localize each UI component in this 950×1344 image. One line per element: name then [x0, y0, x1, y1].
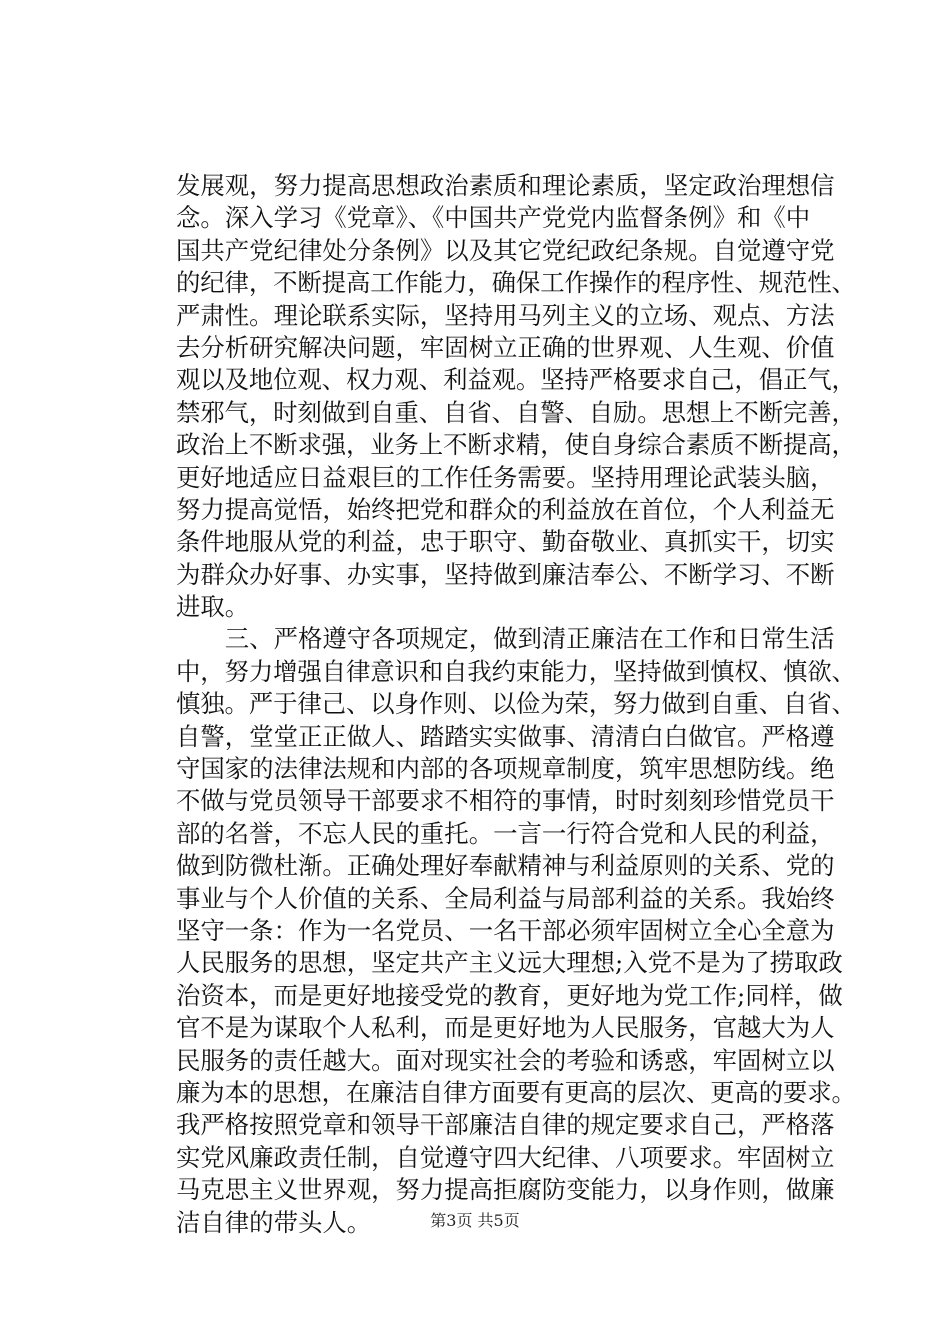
text-line: 守国家的法律法规和内部的各项规章制度，筑牢思想防线。绝: [176, 754, 835, 784]
text-line: 发展观，努力提高思想政治素质和理论素质，坚定政治理想信: [176, 171, 835, 200]
text-line: 去分析研究解决问题，牢固树立正确的世界观、人生观、价值: [176, 332, 835, 362]
text-line: 努力提高觉悟，始终把党和群众的利益放在首位，个人利益无: [176, 494, 835, 524]
text-line: 民服务的责任越大。面对现实社会的考验和诱惑，牢固树立以: [176, 1045, 835, 1075]
text-line: 我严格按照党章和领导干部廉洁自律的规定要求自己，严格落: [176, 1110, 835, 1140]
text-line: 禁邪气，时刻做到自重、自省、自警、自励。思想上不断完善，: [176, 397, 856, 427]
text-line: 为群众办好事、办实事，坚持做到廉洁奉公、不断学习、不断: [176, 559, 835, 589]
text-line: 做到防微杜渐。正确处理好奉献精神与利益原则的关系、党的: [176, 851, 835, 881]
text-line: 观以及地位观、权力观、利益观。坚持严格要求自己，倡正气，: [176, 365, 856, 395]
text-line: 慎独。严于律己、以身作则、以俭为荣，努力做到自重、自省、: [176, 689, 856, 719]
text-line: 严肃性。理论联系实际，坚持用马列主义的立场、观点、方法: [176, 300, 835, 330]
text-line: 马克思主义世界观，努力提高拒腐防变能力，以身作则，做廉: [176, 1175, 835, 1205]
page-footer: 第3页 共5页: [430, 1211, 520, 1230]
text-line: 念。深入学习《党章》、《中国共产党党内监督条例》和《中: [176, 203, 811, 233]
text-line: 中，努力增强自律意识和自我约束能力，坚持做到慎权、慎欲、: [176, 656, 856, 686]
text-line: 条件地服从党的利益，忠于职守、勤奋敬业、真抓实干，切实: [176, 527, 835, 557]
text-line: 实党风廉政责任制，自觉遵守四大纪律、八项要求。牢固树立: [176, 1142, 835, 1172]
text-line: 部的名誉，不忘人民的重托。一言一行符合党和人民的利益，: [176, 818, 835, 848]
text-line: 更好地适应日益艰巨的工作任务需要。坚持用理论武装头脑，: [176, 462, 835, 492]
text-line: 三、严格遵守各项规定，做到清正廉洁在工作和日常生活: [176, 624, 835, 654]
body-text: [176, 170, 856, 1239]
text-line: 官不是为谋取个人私利，而是更好地为人民服务，官越大为人: [176, 1013, 835, 1043]
text-line: 进取。: [176, 592, 250, 622]
text-line: 廉为本的思想，在廉洁自律方面要有更高的层次、更高的要求。: [176, 1077, 856, 1107]
text-line: 人民服务的思想，坚定共产主义远大理想;入党不是为了捞取政: [176, 948, 843, 978]
text-line: 不做与党员领导干部要求不相符的事情，时时刻刻珍惜党员干: [176, 786, 835, 816]
text-line: 事业与个人价值的关系、全局利益与局部利益的关系。我始终: [176, 883, 835, 913]
text-line: 国共产党纪律处分条例》以及其它党纪政纪条规。自觉遵守党: [176, 235, 835, 265]
text-line: 坚守一条：作为一名党员、一名干部必须牢固树立全心全意为: [176, 915, 835, 945]
text-line: 的纪律，不断提高工作能力，确保工作操作的程序性、规范性、: [176, 268, 856, 298]
text-line: 治资本，而是更好地接受党的教育，更好地为党工作;同样，做: [176, 980, 843, 1010]
text-line: 洁自律的带头人。: [176, 1207, 372, 1237]
text-line: 政治上不断求强，业务上不断求精，使自身综合素质不断提高，: [176, 430, 856, 460]
text-line: 自警，堂堂正正做人、踏踏实实做事、清清白白做官。严格遵: [176, 721, 835, 751]
